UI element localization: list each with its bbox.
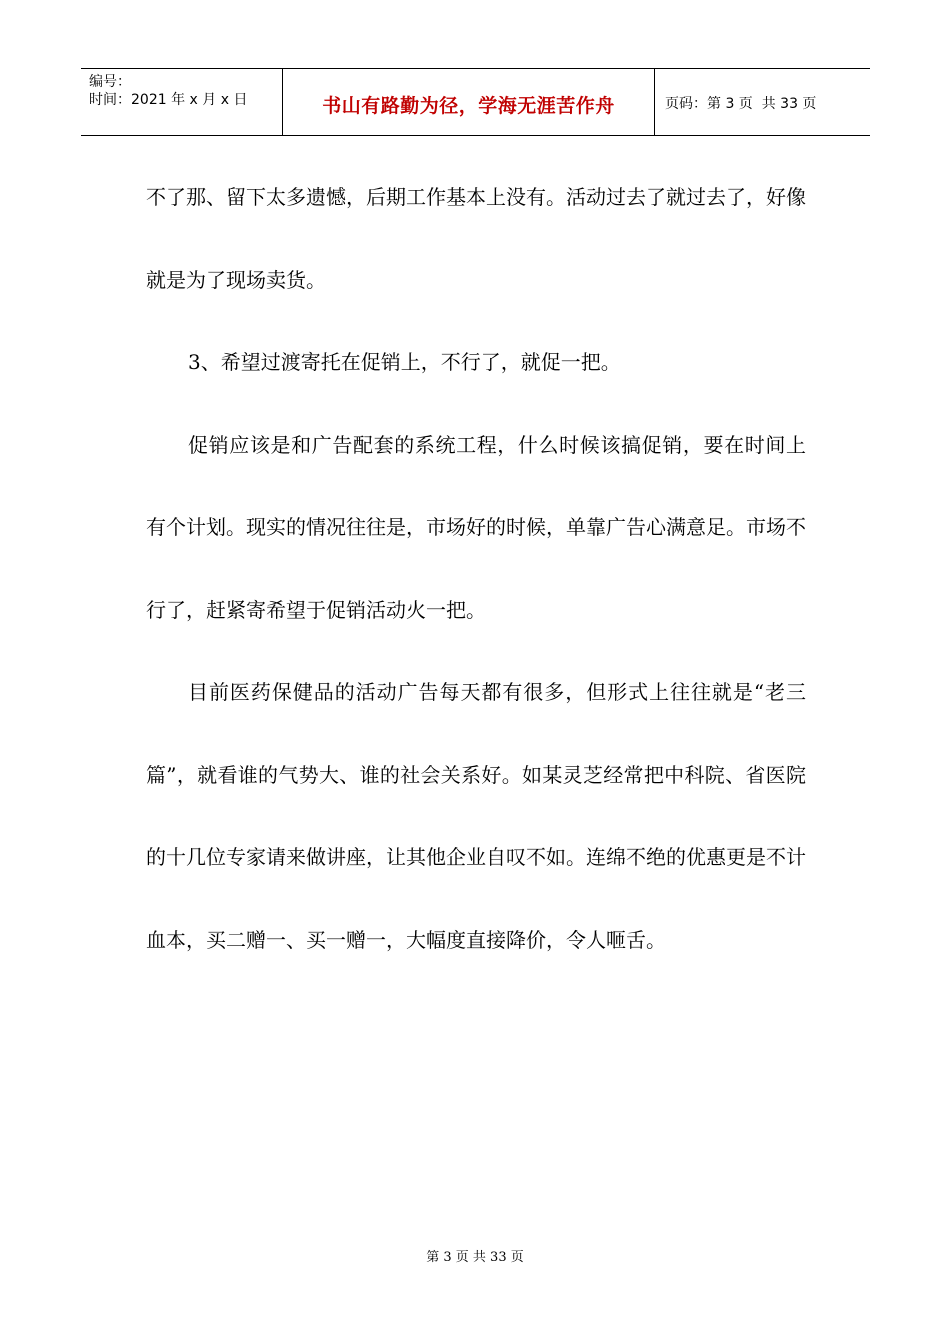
number-label: 编号：	[89, 74, 131, 90]
header-page-label: 页码：第 3 页 共 33 页	[665, 96, 817, 112]
date-label: 时间：2021 年 x 月 x 日	[89, 92, 248, 108]
header-motto-cell	[283, 69, 655, 135]
paragraph-continuation: 不了那、留下太多遗憾，后期工作基本上没有。活动过去了就过去了，好像就是为了现场卖货。	[146, 185, 806, 292]
document-header	[81, 68, 870, 136]
page-footer: 第 3 页 共 33 页	[426, 1250, 524, 1265]
header-info-cell	[81, 69, 283, 135]
paragraph-heading-3: 3、希望过渡寄托在促销上，不行了，就促一把。	[188, 350, 621, 374]
header-page-cell	[655, 69, 870, 135]
paragraph-current-situation: 目前医药保健品的活动广告每天都有很多，但形式上往往就是“老三篇”，就看谁的气势大、谁的社会关系好。如某灵芝经常把中科院、省医院的十几位专家请来做讲座，让其他企业自叹不如。连绵不绝的优惠更是不计血本，买二赠一、买一赠一，大幅度直接降价，令人咂舌。	[146, 680, 806, 952]
paragraph-promotion: 促销应该是和广告配套的系统工程，什么时候该搞促销，要在时间上有个计划。现实的情况往往是，市场好的时候，单靠广告心满意足。市场不行了，赶紧寄希望于促销活动火一把。	[146, 432, 806, 622]
motto-text: 书山有路勤为径，学海无涯苦作舟	[322, 94, 615, 117]
document-body	[146, 156, 806, 981]
